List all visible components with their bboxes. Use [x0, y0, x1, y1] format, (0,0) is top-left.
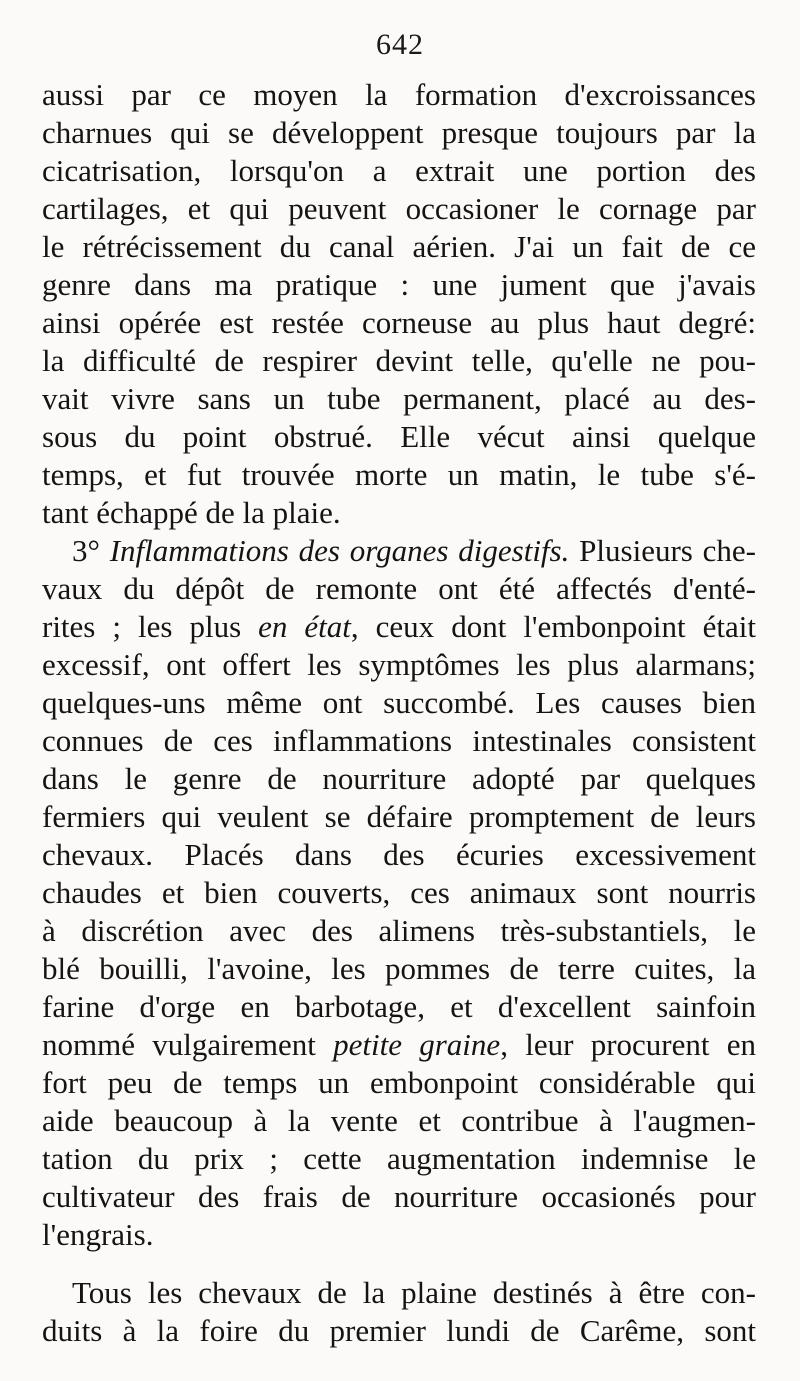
text-line: dans le genre de nourriture adopté par quelques: [42, 761, 756, 796]
paragraph-3: [42, 1274, 756, 1350]
text-line: fermiers qui veulent se défaire promptement de leurs: [42, 799, 756, 834]
text-line: tant échappé de la plaie.: [42, 495, 341, 530]
body-text: [42, 76, 756, 1350]
text-line: l'engrais.: [42, 1217, 154, 1252]
text-line: cultivateur des frais de nourriture occasionés pour: [42, 1179, 756, 1214]
text-line: connues de ces inflammations intestinales consistent: [42, 723, 756, 758]
text-line: tation du prix ; cette augmentation indemnise le: [42, 1141, 756, 1176]
text-line: genre dans ma pratique : une jument que j'avais: [42, 267, 756, 302]
paragraph-2: [42, 532, 756, 1254]
text-line: ainsi opérée est restée corneuse au plus haut degré:: [42, 305, 756, 340]
text-line: farine d'orge en barbotage, et d'excellent sainfoin: [42, 989, 756, 1024]
text-line: chaudes et bien couverts, ces animaux sont nourris: [42, 875, 756, 910]
text-line: à discrétion avec des alimens très-substantiels, le: [42, 913, 756, 948]
text-line: rites ; les plus en état, ceux dont l'embonpoint était: [42, 609, 756, 644]
text-line: cartilages, et qui peuvent occasioner le cornage par: [42, 191, 756, 226]
text-line: aide beaucoup à la vente et contribue à l'augmen-: [42, 1103, 756, 1138]
text-line: Tous les chevaux de la plaine destinés à être con-: [72, 1275, 756, 1310]
paragraph-1: [42, 76, 756, 532]
text-line: chevaux. Placés dans des écuries excessivement: [42, 837, 756, 872]
page-number: 642: [376, 28, 424, 61]
text-line: la difficulté de respirer devint telle, qu'elle ne pou-: [42, 343, 756, 378]
text-line: quelques-uns même ont succombé. Les causes bien: [42, 685, 756, 720]
text-line: cicatrisation, lorsqu'on a extrait une portion des: [42, 153, 756, 188]
text-line: vaux du dépôt de remonte ont été affectés d'enté-: [42, 571, 756, 606]
italic-phrase: en état: [258, 609, 351, 644]
text-line: sous du point obstrué. Elle vécut ainsi quelque: [42, 419, 756, 454]
text-line: duits à la foire du premier lundi de Carême, sont: [42, 1313, 756, 1348]
text-line: temps, et fut trouvée morte un matin, le tube s'é-: [42, 457, 756, 492]
italic-phrase: petite graine: [333, 1027, 501, 1062]
text-line: vait vivre sans un tube permanent, placé au des-: [42, 381, 756, 416]
text-line: le rétrécissement du canal aérien. J'ai un fait de ce: [42, 229, 756, 264]
text-line: fort peu de temps un embonpoint considérable qui: [42, 1065, 756, 1100]
text-line: excessif, ont offert les symptômes les plus alarmans;: [42, 647, 756, 682]
text-line: nommé vulgairement petite graine, leur procurent en: [42, 1027, 756, 1062]
text-line: charnues qui se développent presque toujours par la: [42, 115, 756, 150]
text-line-section-heading: 3° Inflammations des organes digestifs. Plusieurs che-: [72, 533, 756, 568]
text-line: blé bouilli, l'avoine, les pommes de terre cuites, la: [42, 951, 756, 986]
text-line: aussi par ce moyen la formation d'excroissances: [42, 77, 756, 112]
section-title-italic: Inflammations des organes digestifs.: [109, 533, 570, 568]
